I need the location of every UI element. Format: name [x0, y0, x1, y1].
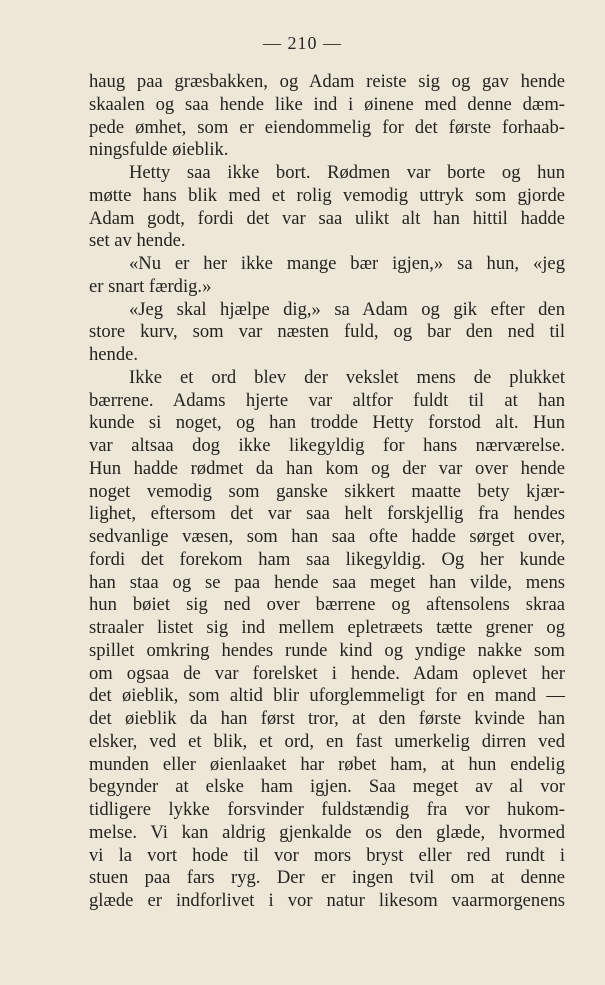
text-line: noget vemodig som ganske sikkert maatte bety kjær-: [89, 480, 565, 502]
text-line: store kurv, som var næsten fuld, og bar den ned til: [89, 321, 565, 343]
text-line: bærrene. Adams hjerte var altfor fuldt til at han: [89, 389, 565, 411]
text-line: han staa og se paa hende saa meget han vilde, mens: [89, 571, 565, 593]
text-line: «Jeg skal hjælpe dig,» sa Adam og gik efter den: [129, 298, 565, 320]
text-line: set av hende.: [89, 230, 186, 252]
text-line: vi la vort hode til vor mors bryst eller red rundt i: [89, 844, 565, 866]
text-line: straaler listet sig ind mellem epletræets tætte grener og: [89, 617, 565, 638]
text-line: stuen paa fars ryg. Der er ingen tvil om at denne: [89, 867, 565, 889]
text-line: Hun hadde rødmet da han kom og der var over hende: [89, 457, 565, 479]
text-line: haug paa græsbakken, og Adam reiste sig og gav hende: [89, 71, 565, 92]
text-line: kunde si noget, og han trodde Hetty forstod alt. Hun: [89, 412, 565, 434]
text-line: det øieblik da han først tror, at den første kvinde han: [89, 708, 565, 729]
text-line: Adam godt, fordi det var saa ulikt alt han hittil hadde: [89, 207, 565, 229]
text-line: hende.: [89, 344, 139, 365]
text-line: er snart færdig.»: [89, 275, 212, 297]
text-line: tidligere lykke forsvinder fuldstændig fra vor hukom-: [89, 799, 565, 820]
page-number: — 210 —: [263, 33, 342, 53]
text-line: fordi det forekom ham saa likegyldig. Og her kunde: [89, 548, 565, 570]
text-line: melse. Vi kan aldrig gjenkalde os den glæde, hvormed: [89, 821, 565, 843]
text-line: lighet, eftersom det var saa helt forskjellig fra hendes: [89, 503, 565, 525]
text-line: «Nu er her ikke mange bær igjen,» sa hun, «jeg: [129, 253, 565, 274]
text-line: var altsaa dog ikke likegyldig for hans nærværelse.: [89, 435, 565, 456]
text-line: skaalen og saa hende like ind i øinene med denne dæm-: [89, 93, 565, 115]
text-line: ningsfulde øieblik.: [89, 139, 229, 161]
body-text: [89, 71, 565, 913]
text-line: elsker, ved et blik, et ord, en fast umerkelig dirren ved: [89, 730, 565, 752]
text-line: Ikke et ord blev der vekslet mens de plukket: [129, 366, 565, 388]
text-line: Hetty saa ikke bort. Rødmen var borte og hun: [129, 162, 565, 183]
text-line: pede ømhet, som er eiendommelig for det første forhaab-: [89, 116, 565, 138]
text-line: møtte hans blik med et rolig vemodig uttryk som gjorde: [89, 184, 565, 206]
text-line: sedvanlige væsen, som han saa ofte hadde sørget over,: [89, 526, 565, 547]
text-line: glæde er indforlivet i vor natur likesom vaarmorgenens: [89, 890, 565, 911]
text-line: om ogsaa de var forelsket i hende. Adam oplevet her: [89, 662, 565, 684]
text-line: det øieblik, som altid blir uforglemmeligt for en mand —: [89, 685, 565, 707]
text-line: begynder at elske ham igjen. Saa meget av al vor: [89, 776, 565, 798]
text-line: hun bøiet sig ned over bærrene og aftensolens skraa: [89, 594, 565, 616]
text-line: munden eller øienlaaket har røbet ham, at hun endelig: [89, 753, 565, 775]
text-line: spillet omkring hendes runde kind og yndige nakke som: [89, 639, 565, 661]
